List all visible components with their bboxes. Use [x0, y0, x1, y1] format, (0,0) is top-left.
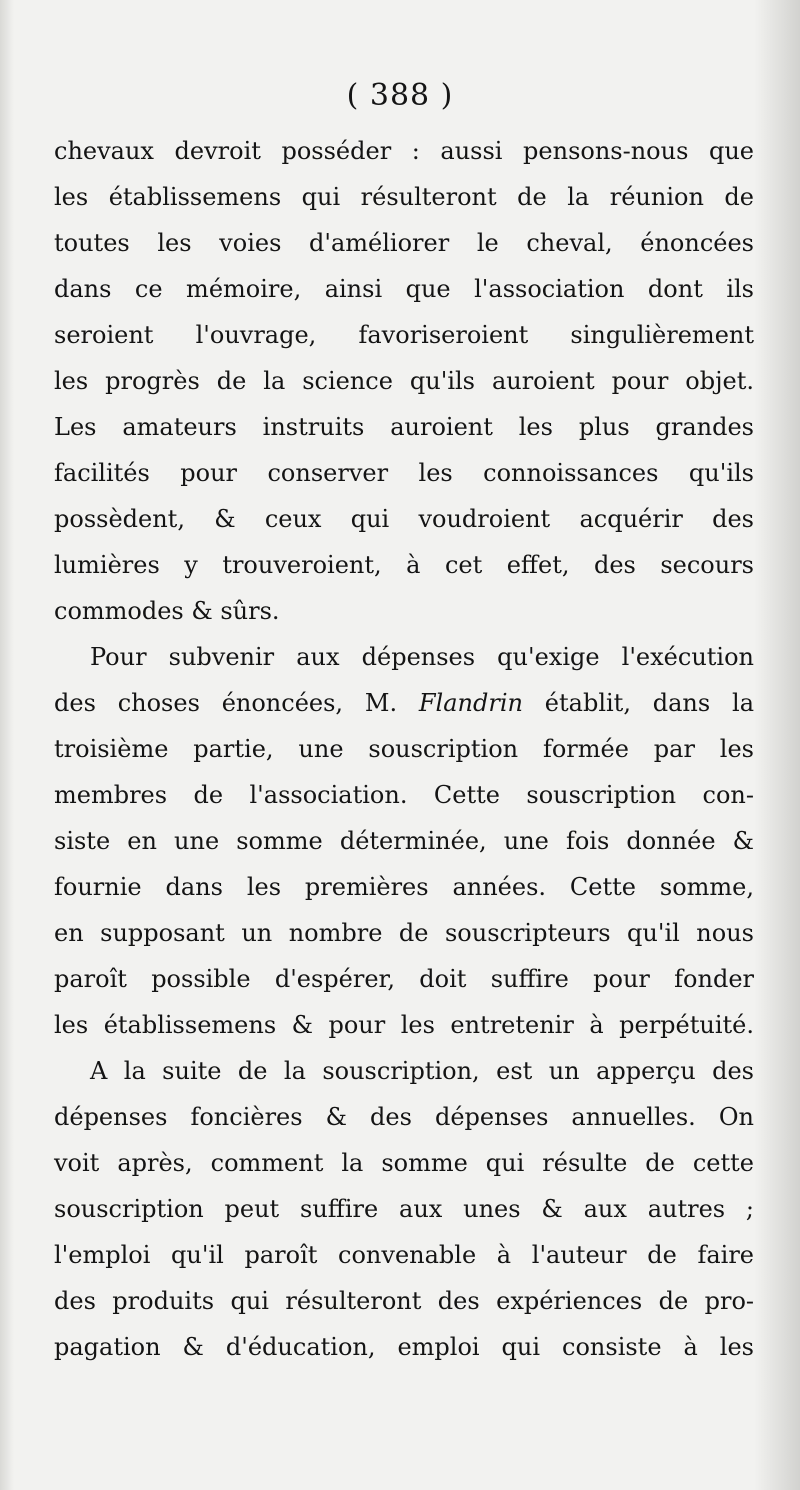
text-line-23: voit après, comment la somme qui résulte de cette	[54, 1149, 754, 1177]
text-line-26: des produits qui résulteront des expériences de pro-	[54, 1287, 754, 1315]
text-line-19: paroît possible d'espérer, doit suffire pour fonder	[54, 965, 754, 993]
text-line-14: troisième partie, une souscription formée par les	[54, 735, 754, 763]
text-line-9: possèdent, & ceux qui voudroient acquérir des	[54, 505, 754, 533]
text-line-21: A la suite de la souscription, est un apperçu des	[90, 1057, 754, 1085]
body-text	[54, 128, 754, 1370]
text-line-13-end: établit, dans la	[544, 689, 754, 717]
text-line-20: les établissemens & pour les entretenir à perpétuité.	[54, 1011, 754, 1039]
text-line-6: les progrès de la science qu'ils auroient pour objet.	[54, 367, 754, 395]
text-line-22: dépenses foncières & des dépenses annuelles. On	[54, 1103, 754, 1131]
author-name: Flandrin	[418, 689, 523, 717]
text-line-15: membres de l'association. Cette souscription con-	[54, 781, 754, 809]
text-line-13	[54, 680, 754, 726]
text-line-25: l'emploi qu'il paroît convenable à l'auteur de faire	[54, 1241, 754, 1269]
page-number: ( 388 )	[346, 78, 454, 113]
text-line-11: commodes & sûrs.	[54, 597, 280, 625]
text-line-8: facilités pour conserver les connoissances qu'ils	[54, 459, 754, 487]
text-line-24: souscription peut suffire aux unes & aux autres ;	[54, 1195, 754, 1223]
text-line-4: dans ce mémoire, ainsi que l'association dont ils	[54, 275, 754, 303]
text-line-10: lumières y trouveroient, à cet effet, des secours	[54, 551, 754, 579]
text-line-17: fournie dans les premières années. Cette somme,	[54, 873, 754, 901]
text-line-5: seroient l'ouvrage, favoriseroient singulièrement	[54, 321, 754, 349]
text-line-16: siste en une somme déterminée, une fois donnée &	[54, 827, 754, 855]
text-line-13-start: des choses énoncées, M.	[54, 689, 398, 717]
text-line-2: les établissemens qui résulteront de la réunion de	[54, 183, 754, 211]
text-line-7: Les amateurs instruits auroient les plus grandes	[54, 413, 754, 441]
text-line-12: Pour subvenir aux dépenses qu'exige l'exécution	[90, 643, 754, 671]
text-line-1: chevaux devroit posséder : aussi pensons-nous que	[54, 137, 754, 165]
text-line-27: pagation & d'éducation, emploi qui consiste à les	[54, 1333, 754, 1361]
text-line-3: toutes les voies d'améliorer le cheval, énoncées	[54, 229, 754, 257]
text-line-18: en supposant un nombre de souscripteurs qu'il nous	[54, 919, 754, 947]
